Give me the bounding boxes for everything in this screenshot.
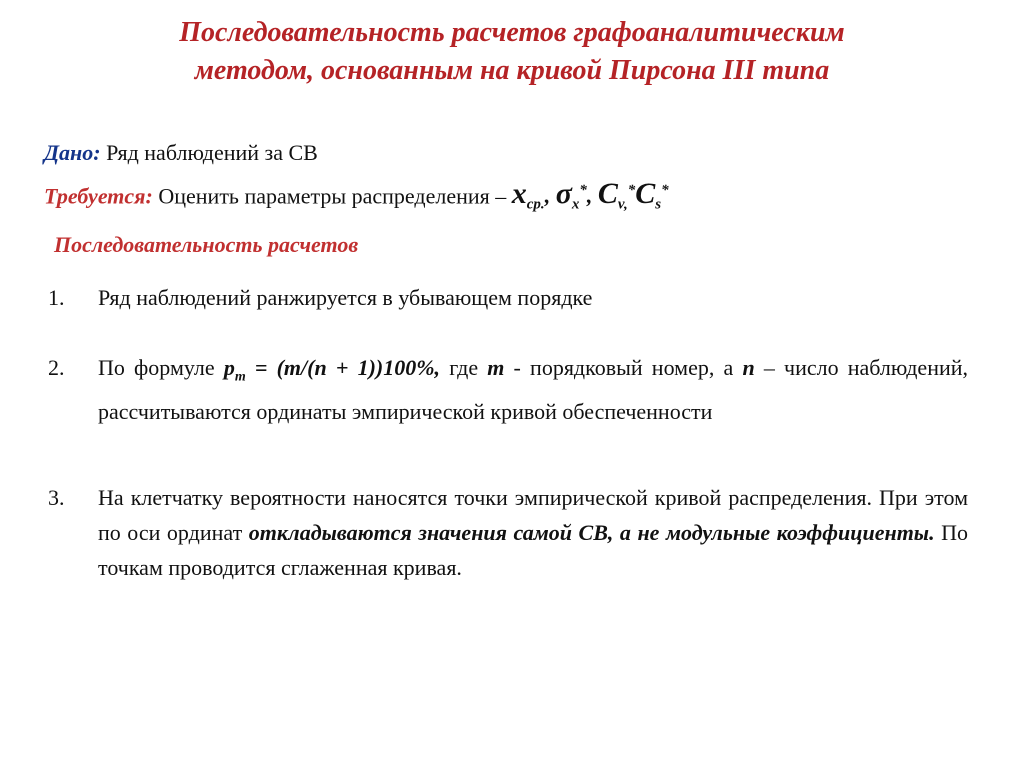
list-item-number: 1. <box>48 285 65 310</box>
param-cv-sub: v, <box>617 196 628 213</box>
param-cs: C <box>635 177 656 211</box>
list-item-text <box>98 480 968 585</box>
required-label: Требуется: <box>44 183 153 209</box>
param-comma-1: , <box>544 183 551 209</box>
param-cv: C <box>597 177 618 211</box>
list-item-text <box>98 350 968 429</box>
required-text: Оценить параметры распределения – <box>158 183 507 209</box>
item3-text-1: На клетчатку вероятности наносятся точки эмпирической кривой распределения. При этом по оси ординат <box>98 485 968 545</box>
given-text: Ряд наблюдений за СВ <box>106 140 318 165</box>
slide-title <box>60 14 964 90</box>
title-line-1: Последовательность расчетов графоаналитическим <box>179 17 845 48</box>
title-line-2: методом, основанным на кривой Пирсона III типа <box>194 55 830 86</box>
item3-emphasis: откладываются значения самой СВ, а не модульные коэффициенты. <box>248 520 935 545</box>
param-sigma-star: * <box>579 183 587 199</box>
list-item-text: Ряд наблюдений ранжируется в убывающем порядке <box>98 285 593 310</box>
parameters-formula <box>511 177 669 213</box>
item3-text-2: По точкам проводится сглаженная кривая. <box>98 520 968 580</box>
formula-p-sub: m <box>234 369 246 385</box>
formula-body: = (m/(n + 1))100%, <box>245 355 441 380</box>
formula-p: p <box>223 355 235 380</box>
param-comma-2: , <box>586 183 593 209</box>
param-cv-star: * <box>627 183 636 199</box>
list-item-number: 2. <box>48 355 65 380</box>
item2-text-1: По формуле <box>98 355 224 380</box>
given-label: Дано: <box>44 140 101 165</box>
param-cs-star: * <box>661 183 669 199</box>
param-sigma: σ <box>555 177 572 211</box>
item2-text-2: где <box>440 355 488 380</box>
param-x-sub: ср. <box>526 196 545 213</box>
item2-text-4: – число наблюдений, рассчитываются ординаты эмпирической кривой обеспеченности <box>98 355 969 425</box>
variable-m: m <box>487 355 505 380</box>
param-cs-sub: s <box>655 196 662 213</box>
required-line <box>44 172 669 224</box>
param-sigma-sub: x <box>571 196 580 213</box>
given-line <box>44 138 318 168</box>
item2-text-3: - порядковый номер, а <box>504 355 743 380</box>
list-item <box>48 480 968 585</box>
list-item <box>48 350 968 429</box>
list-item-number: 3. <box>48 485 65 510</box>
list-item <box>48 280 968 315</box>
variable-n: n <box>742 355 755 380</box>
sequence-heading: Последовательность расчетов <box>54 232 359 257</box>
param-x: x <box>511 177 527 211</box>
